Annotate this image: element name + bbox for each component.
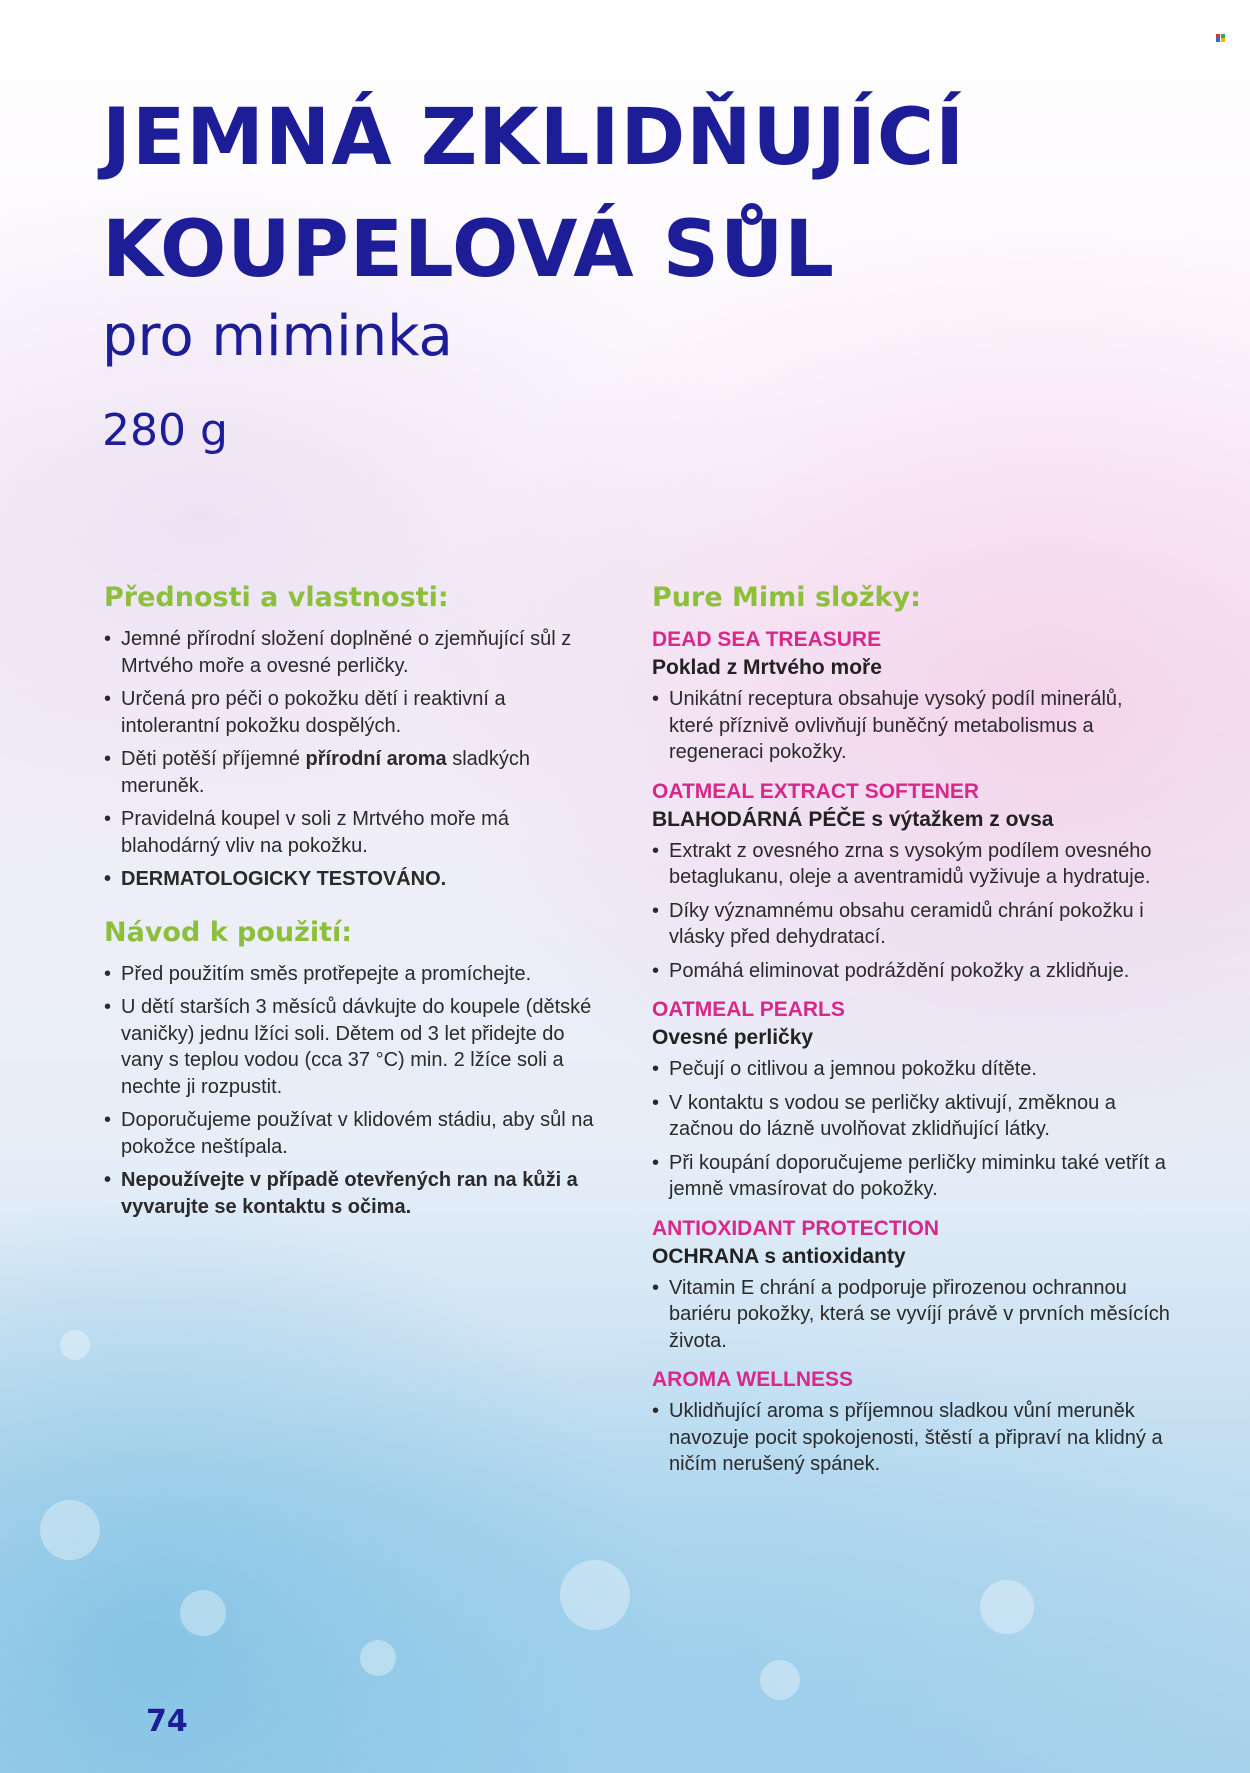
background-bokeh (60, 1330, 90, 1360)
list-item: • Extrakt z ovesného zrna s vysokým podílem ovesného betaglukanu, oleje a aventramidů vyživuje a hydratuje. (652, 838, 1172, 891)
dead-sea-title: DEAD SEA TREASURE (652, 628, 882, 651)
list-item: • Unikátní receptura obsahuje vysoký podíl minerálů, které příznivě ovlivňují buněčný metabolismus a regeneraci pokožky. (652, 686, 1172, 766)
list-item: • Pečují o citlivou a jemnou pokožku dítěte. (652, 1056, 1172, 1083)
oatmeal-pearls-list (652, 1056, 1172, 1203)
features-list (104, 626, 604, 893)
usage-heading: Návod k použití: (104, 916, 353, 948)
oatmeal-extract-subtitle: BLAHODÁRNÁ PÉČE s výtažkem z ovsa (652, 807, 1054, 831)
oatmeal-extract-list (652, 838, 1172, 985)
background-bokeh (360, 1640, 396, 1676)
page-title (102, 82, 965, 306)
antioxidant-block (652, 1215, 1172, 1355)
list-item: • Nepoužívejte v případě otevřených ran na kůži a vyvarujte se kontaktu s očima. (104, 1167, 604, 1220)
oatmeal-extract-block (652, 778, 1172, 985)
list-item: • Před použitím směs protřepejte a promíchejte. (104, 961, 604, 988)
oatmeal-extract-title: OATMEAL EXTRACT SOFTENER (652, 779, 980, 803)
aroma-list (652, 1398, 1172, 1478)
background-bokeh (560, 1560, 630, 1630)
antioxidant-subtitle: OCHRANA s antioxidanty (652, 1244, 906, 1268)
corner-logo-icon (1216, 34, 1226, 42)
list-item: • Pravidelná koupel v soli z Mrtvého moře má blahodárný vliv na pokožku. (104, 806, 604, 859)
list-item-emphasis: přírodní aroma (305, 748, 447, 770)
list-item: • DERMATOLOGICKY TESTOVÁNO. (104, 866, 604, 893)
page-number: 74 (146, 1704, 188, 1739)
list-item-text: Děti potěší příjemné (121, 748, 306, 770)
list-item: • Při koupání doporučujeme perličky miminku také vetřít a jemně vmasírovat do pokožky. (652, 1150, 1172, 1203)
list-item: • Pomáhá eliminovat podráždění pokožky a zklidňuje. (652, 958, 1172, 985)
list-item: • Doporučujeme používat v klidovém stádiu, aby sůl na pokožce neštípala. (104, 1107, 604, 1160)
features-section (104, 578, 604, 893)
dead-sea-block (652, 626, 1172, 766)
list-item: • V kontaktu s vodou se perličky aktivují, změknou a začnou do lázně uvolňovat zklidňující látky. (652, 1090, 1172, 1143)
list-item: • Vitamin E chrání a podporuje přirozenou ochrannou bariéru pokožky, která se vyvíjí právě v prvních měsících života. (652, 1275, 1172, 1355)
list-item (104, 746, 604, 799)
list-item: • Díky významnému obsahu ceramidů chrání pokožku i vlásky před dehydratací. (652, 898, 1172, 951)
oatmeal-pearls-title: OATMEAL PEARLS (652, 998, 845, 1021)
subtitle: pro miminka (102, 304, 453, 369)
list-item: • Jemné přírodní složení doplněné o zjemňující sůl z Mrtvého moře a ovesné perličky. (104, 626, 604, 679)
background-bokeh (760, 1660, 800, 1700)
list-item-text: sladkých meruněk. (121, 748, 531, 797)
oatmeal-pearls-block (652, 996, 1172, 1203)
list-item: • U dětí starších 3 měsíců dávkujte do koupele (dětské vaničky) jednu lžíci soli. Dětem od 3 let přidejte do vany s teplou vodou (cca 37 °C) min. 2 lžíce soli a nechte ji rozpustit. (104, 994, 604, 1100)
background-bokeh (40, 1500, 100, 1560)
dead-sea-list (652, 686, 1172, 766)
usage-list (104, 961, 604, 1221)
background-bokeh (980, 1580, 1034, 1634)
aroma-title: AROMA WELLNESS (652, 1368, 854, 1391)
list-item: • Uklidňující aroma s příjemnou sladkou vůní meruněk navozuje pocit spokojenosti, štěstí a připraví na klidný a ničím nerušený spánek. (652, 1398, 1172, 1478)
features-heading: Přednosti a vlastnosti: (104, 582, 449, 613)
antioxidant-list (652, 1275, 1172, 1355)
antioxidant-title: ANTIOXIDANT PROTECTION (652, 1216, 939, 1240)
title-line-1: JEMNÁ ZKLIDŇUJÍCÍ (102, 93, 966, 183)
usage-section (104, 913, 604, 1221)
right-column (652, 578, 1172, 1490)
title-line-2: KOUPELOVÁ SŮL (102, 205, 835, 295)
oatmeal-pearls-subtitle: Ovesné perličky (652, 1026, 814, 1049)
aroma-block (652, 1366, 1172, 1478)
list-item: • Určená pro péči o pokožku dětí i reaktivní a intolerantní pokožku dospělých. (104, 686, 604, 739)
dead-sea-subtitle: Poklad z Mrtvého moře (652, 656, 882, 679)
background-bokeh (180, 1590, 226, 1636)
product-weight: 280 g (102, 405, 228, 456)
left-column (104, 578, 604, 1227)
ingredients-heading: Pure Mimi složky: (652, 582, 921, 613)
